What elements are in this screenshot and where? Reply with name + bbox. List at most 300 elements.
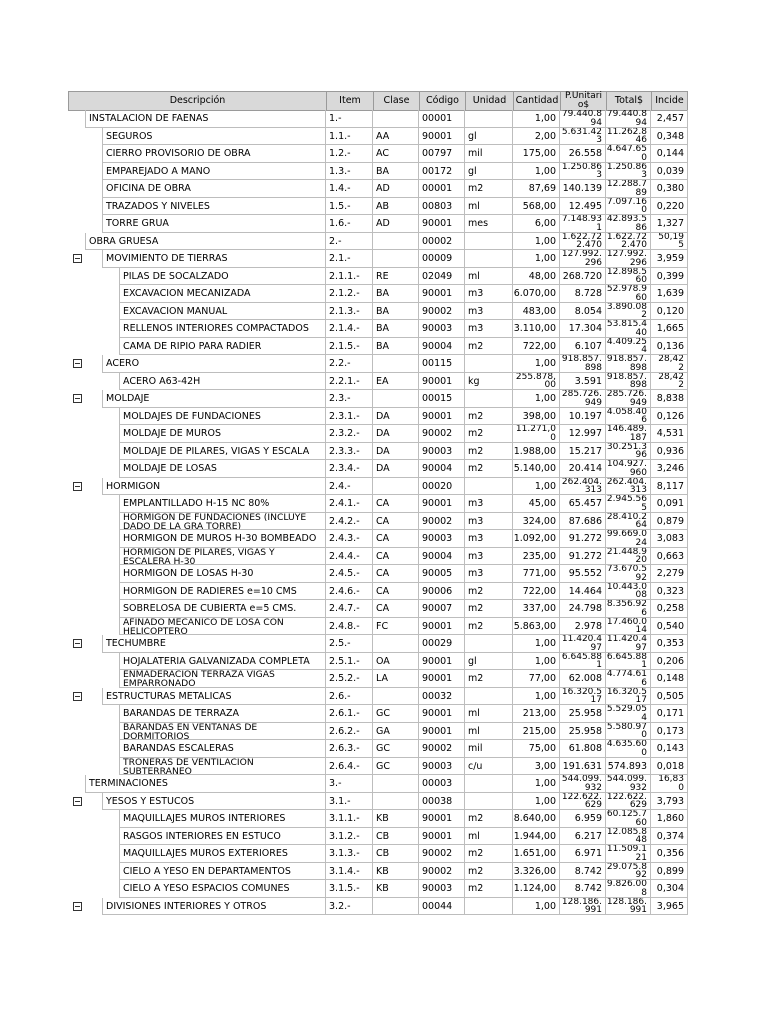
cell-total: 104.927. 960 xyxy=(606,460,651,478)
cell-unidad: kg xyxy=(465,373,513,391)
cell-item: 2.1.5.- xyxy=(326,338,373,356)
cell-descripcion: BARANDAS EN VENTANAS DE DORMITORIOS xyxy=(119,723,326,741)
cell-item: 3.1.- xyxy=(326,793,373,811)
table-row[interactable] xyxy=(0,583,768,601)
cell-codigo: 00803 xyxy=(419,198,465,216)
cell-descripcion: EXCAVACION MANUAL xyxy=(119,303,326,321)
cell-clase xyxy=(373,110,419,128)
table-row[interactable] xyxy=(0,758,768,776)
cell-incide: 0,936 xyxy=(651,443,688,461)
cell-clase: BA xyxy=(373,285,419,303)
table-row[interactable] xyxy=(0,845,768,863)
cell-item: 2.4.6.- xyxy=(326,583,373,601)
cell-codigo: 90003 xyxy=(419,320,465,338)
cell-punitario: 12.997 xyxy=(560,425,606,443)
cell-punitario: 6.645.88 1 xyxy=(560,653,606,671)
cell-cantidad: 1.651,00 xyxy=(513,845,560,863)
cell-unidad: m2 xyxy=(465,670,513,688)
cell-descripcion: BARANDAS DE TERRAZA xyxy=(119,705,326,723)
table-row[interactable] xyxy=(0,145,768,163)
cell-descripcion: CIELO A YESO EN DEPARTAMENTOS xyxy=(119,863,326,881)
cell-cantidad: 215,00 xyxy=(513,723,560,741)
table-row[interactable] xyxy=(0,320,768,338)
cell-clase: BA xyxy=(373,163,419,181)
cell-item: 2.4.2.- xyxy=(326,513,373,531)
cell-codigo: 90001 xyxy=(419,495,465,513)
cell-incide: 0,879 xyxy=(651,513,688,531)
cell-unidad: m2 xyxy=(465,810,513,828)
cell-incide: 0,399 xyxy=(651,268,688,286)
cell-cantidad: 1,00 xyxy=(513,355,560,373)
cell-unidad: m3 xyxy=(465,513,513,531)
table-row[interactable] xyxy=(0,740,768,758)
cell-descripcion: OFICINA DE OBRA xyxy=(102,180,326,198)
cell-clase: GC xyxy=(373,705,419,723)
cell-item: 3.1.1.- xyxy=(326,810,373,828)
cell-incide: 3,965 xyxy=(651,898,688,916)
cell-codigo: 00001 xyxy=(419,180,465,198)
table-row[interactable] xyxy=(0,653,768,671)
cell-descripcion: RASGOS INTERIORES EN ESTUCO xyxy=(119,828,326,846)
cell-descripcion: HORMIGON DE RADIERES e=10 CMS xyxy=(119,583,326,601)
cell-descripcion: CAMA DE RIPIO PARA RADIER xyxy=(119,338,326,356)
table-row[interactable] xyxy=(0,268,768,286)
cell-total: 5.529.05 4 xyxy=(606,705,651,723)
table-row[interactable] xyxy=(0,495,768,513)
cell-codigo: 90002 xyxy=(419,845,465,863)
cell-cantidad: 722,00 xyxy=(513,338,560,356)
table-row[interactable] xyxy=(0,688,768,706)
cell-cantidad: 6,00 xyxy=(513,215,560,233)
cell-total: 12.288.7 89 xyxy=(606,180,651,198)
cell-descripcion: MOLDAJE DE LOSAS xyxy=(119,460,326,478)
header-clase[interactable]: Clase xyxy=(374,92,420,110)
cell-punitario: 25.958 xyxy=(560,705,606,723)
cell-total: 29.075.8 92 xyxy=(606,863,651,881)
cell-codigo: 90001 xyxy=(419,723,465,741)
table-row[interactable] xyxy=(0,443,768,461)
table-row[interactable] xyxy=(0,128,768,146)
table-row[interactable] xyxy=(0,460,768,478)
cell-clase: CA xyxy=(373,565,419,583)
cell-codigo: 02049 xyxy=(419,268,465,286)
cell-total: 127.992. 296 xyxy=(606,250,651,268)
cell-cantidad: 722,00 xyxy=(513,583,560,601)
cell-total: 21.448.9 20 xyxy=(606,548,651,566)
cell-clase: FC xyxy=(373,618,419,636)
header-cantidad[interactable]: Cantidad xyxy=(514,92,561,110)
cell-incide: 0,091 xyxy=(651,495,688,513)
cell-descripcion: TECHUMBRE xyxy=(102,635,326,653)
cell-codigo: 90005 xyxy=(419,565,465,583)
cell-descripcion: PILAS DE SOCALZADO xyxy=(119,268,326,286)
collapse-toggle-icon[interactable] xyxy=(73,482,82,491)
cell-codigo: 90001 xyxy=(419,285,465,303)
cell-punitario: 25.958 xyxy=(560,723,606,741)
cell-codigo: 90003 xyxy=(419,443,465,461)
cell-total: 16.320.5 17 xyxy=(606,688,651,706)
table-row[interactable] xyxy=(0,373,768,391)
cell-codigo: 90001 xyxy=(419,408,465,426)
cell-punitario: 122.622. 629 xyxy=(560,793,606,811)
cell-codigo: 90003 xyxy=(419,880,465,898)
cell-cantidad: 3,00 xyxy=(513,758,560,776)
cell-total: 1.622.72 2.470 xyxy=(606,233,651,251)
cell-item: 2.4.8.- xyxy=(326,618,373,636)
cell-cantidad: 1,00 xyxy=(513,898,560,916)
cell-cantidad: 1,00 xyxy=(513,390,560,408)
cell-cantidad: 2,00 xyxy=(513,128,560,146)
cell-clase: OA xyxy=(373,653,419,671)
collapse-toggle-icon[interactable] xyxy=(73,639,82,648)
table-row[interactable] xyxy=(0,565,768,583)
table-row[interactable] xyxy=(0,530,768,548)
cell-cantidad: 87,69 xyxy=(513,180,560,198)
cell-codigo: 90001 xyxy=(419,828,465,846)
cell-clase: AD xyxy=(373,215,419,233)
table-row[interactable] xyxy=(0,425,768,443)
cell-punitario: 191.631 xyxy=(560,758,606,776)
cell-unidad: m3 xyxy=(465,565,513,583)
cell-unidad xyxy=(465,355,513,373)
cell-incide: 0,304 xyxy=(651,880,688,898)
cell-cantidad: 3.110,00 xyxy=(513,320,560,338)
cell-clase xyxy=(373,635,419,653)
cell-descripcion: BARANDAS ESCALERAS xyxy=(119,740,326,758)
header-codigo[interactable]: Código xyxy=(420,92,466,110)
cell-clase: GC xyxy=(373,758,419,776)
cell-unidad: m2 xyxy=(465,845,513,863)
cell-clase: GA xyxy=(373,723,419,741)
cell-codigo: 90004 xyxy=(419,548,465,566)
cell-item: 2.6.2.- xyxy=(326,723,373,741)
cell-cantidad: 77,00 xyxy=(513,670,560,688)
table-row[interactable] xyxy=(0,705,768,723)
cell-incide: 0,505 xyxy=(651,688,688,706)
cell-item: 3.2.- xyxy=(326,898,373,916)
cell-total: 1.250.86 3 xyxy=(606,163,651,181)
collapse-toggle-icon[interactable] xyxy=(73,359,82,368)
table-row[interactable] xyxy=(0,548,768,566)
cell-punitario: 65.457 xyxy=(560,495,606,513)
cell-descripcion: MOLDAJE DE PILARES, VIGAS Y ESCALA xyxy=(119,443,326,461)
cell-descripcion: EXCAVACION MECANIZADA xyxy=(119,285,326,303)
cell-unidad xyxy=(465,688,513,706)
cell-clase: DA xyxy=(373,425,419,443)
cell-incide: 0,171 xyxy=(651,705,688,723)
cell-item: 2.5.2.- xyxy=(326,670,373,688)
cell-total: 5.580.97 0 xyxy=(606,723,651,741)
cell-cantidad: 1.944,00 xyxy=(513,828,560,846)
cell-cantidad: 483,00 xyxy=(513,303,560,321)
cell-incide: 1,639 xyxy=(651,285,688,303)
table-row[interactable] xyxy=(0,775,768,793)
cell-incide: 0,380 xyxy=(651,180,688,198)
cell-incide: 3,959 xyxy=(651,250,688,268)
header-item[interactable]: Item xyxy=(327,92,374,110)
cell-incide: 0,348 xyxy=(651,128,688,146)
table-row[interactable] xyxy=(0,880,768,898)
cell-codigo: 90002 xyxy=(419,303,465,321)
table-row[interactable] xyxy=(0,793,768,811)
cell-total: 28.410.2 64 xyxy=(606,513,651,531)
cell-codigo: 90003 xyxy=(419,530,465,548)
cell-descripcion: ACERO A63-42H xyxy=(119,373,326,391)
cell-incide: 0,540 xyxy=(651,618,688,636)
table-row[interactable] xyxy=(0,670,768,688)
cell-incide: 3,246 xyxy=(651,460,688,478)
cell-cantidad: 1,00 xyxy=(513,478,560,496)
cell-cantidad: 175,00 xyxy=(513,145,560,163)
table-row[interactable] xyxy=(0,513,768,531)
cell-item: 1.1.- xyxy=(326,128,373,146)
cell-cantidad: 1.092,00 xyxy=(513,530,560,548)
cell-punitario: 91.272 xyxy=(560,548,606,566)
cell-codigo: 00172 xyxy=(419,163,465,181)
table-row[interactable] xyxy=(0,408,768,426)
collapse-toggle-icon[interactable] xyxy=(73,902,82,911)
cell-punitario: 79.440.8 94 xyxy=(560,110,606,128)
cell-punitario: 24.798 xyxy=(560,600,606,618)
cell-incide: 0,663 xyxy=(651,548,688,566)
cell-descripcion: TRAZADOS Y NIVELES xyxy=(102,198,326,216)
cell-total: 60.125.7 60 xyxy=(606,810,651,828)
cell-incide: 2,457 xyxy=(651,110,688,128)
table-row[interactable] xyxy=(0,618,768,636)
cell-incide: 0,143 xyxy=(651,740,688,758)
header-total[interactable]: Total$ xyxy=(607,92,652,110)
cell-codigo: 90001 xyxy=(419,128,465,146)
header-punitario[interactable]: P.Unitari o$ xyxy=(561,92,607,110)
cell-total: 4.409.25 4 xyxy=(606,338,651,356)
cell-item: 1.3.- xyxy=(326,163,373,181)
cell-unidad: ml xyxy=(465,723,513,741)
cell-punitario: 5.631.42 3 xyxy=(560,128,606,146)
cell-punitario: 20.414 xyxy=(560,460,606,478)
cell-codigo: 90002 xyxy=(419,513,465,531)
cell-codigo: 00797 xyxy=(419,145,465,163)
cell-codigo: 90006 xyxy=(419,583,465,601)
cell-incide: 0,018 xyxy=(651,758,688,776)
table-row[interactable] xyxy=(0,180,768,198)
table-row[interactable] xyxy=(0,163,768,181)
cell-descripcion: ENMADERACION TERRAZA VIGAS EMPARRONADO xyxy=(119,670,326,688)
cell-item: 3.1.2.- xyxy=(326,828,373,846)
cell-item: 2.4.4.- xyxy=(326,548,373,566)
cell-unidad: m3 xyxy=(465,320,513,338)
cell-cantidad: 337,00 xyxy=(513,600,560,618)
cell-item: 2.4.5.- xyxy=(326,565,373,583)
cell-punitario: 127.992. 296 xyxy=(560,250,606,268)
cell-item: 2.3.- xyxy=(326,390,373,408)
cell-punitario: 1.622.72 2.470 xyxy=(560,233,606,251)
cell-codigo: 90007 xyxy=(419,600,465,618)
cell-codigo: 90001 xyxy=(419,653,465,671)
cell-cantidad: 1,00 xyxy=(513,635,560,653)
cell-clase xyxy=(373,793,419,811)
cell-cantidad: 1,00 xyxy=(513,793,560,811)
cell-descripcion: INSTALACION DE FAENAS xyxy=(85,110,326,128)
cell-unidad xyxy=(465,390,513,408)
cell-descripcion: RELLENOS INTERIORES COMPACTADOS xyxy=(119,320,326,338)
cell-punitario: 12.495 xyxy=(560,198,606,216)
cell-codigo: 00001 xyxy=(419,110,465,128)
cell-incide: 0,353 xyxy=(651,635,688,653)
cell-descripcion: TORRE GRUA xyxy=(102,215,326,233)
cell-clase: KB xyxy=(373,810,419,828)
cell-total: 2.945.56 5 xyxy=(606,495,651,513)
cell-codigo: 90001 xyxy=(419,810,465,828)
table-row[interactable] xyxy=(0,478,768,496)
cell-incide: 1,860 xyxy=(651,810,688,828)
cell-incide: 0,258 xyxy=(651,600,688,618)
cell-unidad: m3 xyxy=(465,530,513,548)
cell-punitario: 918.857. 898 xyxy=(560,355,606,373)
cell-clase: BA xyxy=(373,320,419,338)
table-row[interactable] xyxy=(0,390,768,408)
cell-unidad: m2 xyxy=(465,618,513,636)
cell-clase: RE xyxy=(373,268,419,286)
table-row[interactable] xyxy=(0,285,768,303)
cell-item: 3.1.5.- xyxy=(326,880,373,898)
cell-cantidad: 324,00 xyxy=(513,513,560,531)
cell-descripcion: HOJALATERIA GALVANIZADA COMPLETA xyxy=(119,653,326,671)
cell-unidad: ml xyxy=(465,705,513,723)
cell-incide: 0,356 xyxy=(651,845,688,863)
collapse-toggle-icon[interactable] xyxy=(73,254,82,263)
cell-clase: DA xyxy=(373,460,419,478)
cell-item: 1.2.- xyxy=(326,145,373,163)
cell-clase: CB xyxy=(373,845,419,863)
collapse-toggle-icon[interactable] xyxy=(73,394,82,403)
cell-unidad: c/u xyxy=(465,758,513,776)
cell-descripcion: EMPAREJADO A MANO xyxy=(102,163,326,181)
cell-punitario: 16.320.5 17 xyxy=(560,688,606,706)
cell-total: 4.058.40 6 xyxy=(606,408,651,426)
cell-item: 2.- xyxy=(326,233,373,251)
cell-descripcion: ACERO xyxy=(102,355,326,373)
cell-item: 1.5.- xyxy=(326,198,373,216)
table-row[interactable] xyxy=(0,215,768,233)
cell-descripcion: EMPLANTILLADO H-15 NC 80% xyxy=(119,495,326,513)
table-row[interactable] xyxy=(0,898,768,916)
cell-clase: AB xyxy=(373,198,419,216)
cell-incide: 0,173 xyxy=(651,723,688,741)
cell-incide: 28,42 2 xyxy=(651,373,688,391)
cell-punitario: 140.139 xyxy=(560,180,606,198)
cell-punitario: 262.404. 313 xyxy=(560,478,606,496)
header-descripcion[interactable]: Descripción xyxy=(69,92,327,110)
cell-total: 6.645.88 1 xyxy=(606,653,651,671)
cell-descripcion: HORMIGON DE LOSAS H-30 xyxy=(119,565,326,583)
cell-clase: GC xyxy=(373,740,419,758)
cell-item: 2.6.3.- xyxy=(326,740,373,758)
table-row[interactable] xyxy=(0,233,768,251)
table-row[interactable] xyxy=(0,110,768,128)
header-incide[interactable]: Incide xyxy=(655,95,684,106)
cell-codigo: 90001 xyxy=(419,373,465,391)
cell-item: 2.3.4.- xyxy=(326,460,373,478)
table-row[interactable] xyxy=(0,723,768,741)
cell-incide: 8,117 xyxy=(651,478,688,496)
cell-cantidad: 213,00 xyxy=(513,705,560,723)
cell-total: 52.978.9 60 xyxy=(606,285,651,303)
cell-cantidad: 1,00 xyxy=(513,775,560,793)
cell-total: 79.440.8 94 xyxy=(606,110,651,128)
cell-clase: CA xyxy=(373,495,419,513)
cell-codigo: 90002 xyxy=(419,740,465,758)
cell-unidad: m2 xyxy=(465,425,513,443)
collapse-toggle-icon[interactable] xyxy=(73,797,82,806)
cell-incide: 0,220 xyxy=(651,198,688,216)
cell-clase: CA xyxy=(373,600,419,618)
table-header xyxy=(68,91,688,111)
cell-codigo: 00020 xyxy=(419,478,465,496)
table-row[interactable] xyxy=(0,635,768,653)
cell-descripcion: MAQUILLAJES MUROS INTERIORES xyxy=(119,810,326,828)
cell-descripcion: MOLDAJE xyxy=(102,390,326,408)
cell-descripcion: MOLDAJES DE FUNDACIONES xyxy=(119,408,326,426)
cell-codigo: 90003 xyxy=(419,758,465,776)
cell-item: 2.2.1.- xyxy=(326,373,373,391)
cell-codigo: 00032 xyxy=(419,688,465,706)
table-row[interactable] xyxy=(0,338,768,356)
table-row[interactable] xyxy=(0,828,768,846)
cell-punitario: 285.726. 949 xyxy=(560,390,606,408)
cell-punitario: 3.591 xyxy=(560,373,606,391)
cell-clase xyxy=(373,390,419,408)
cell-item: 2.1.4.- xyxy=(326,320,373,338)
cell-item: 2.6.- xyxy=(326,688,373,706)
cell-codigo: 90001 xyxy=(419,215,465,233)
header-unidad[interactable]: Unidad xyxy=(466,92,514,110)
table-row[interactable] xyxy=(0,863,768,881)
cell-incide: 0,039 xyxy=(651,163,688,181)
cell-total: 30.251.3 96 xyxy=(606,443,651,461)
cell-cantidad: 75,00 xyxy=(513,740,560,758)
cell-cantidad: 255.878, 00 xyxy=(513,373,560,391)
cell-clase: AD xyxy=(373,180,419,198)
cell-clase: DA xyxy=(373,443,419,461)
table-row[interactable] xyxy=(0,600,768,618)
cell-punitario: 6.217 xyxy=(560,828,606,846)
cell-punitario: 8.728 xyxy=(560,285,606,303)
cell-item: 2.3.1.- xyxy=(326,408,373,426)
cell-descripcion: HORMIGON DE FUNDACIONES (INCLUYE DADO DE LA GRA TORRE) xyxy=(119,513,326,531)
cell-descripcion: HORMIGON DE MUROS H-30 BOMBEADO xyxy=(119,530,326,548)
cell-incide: 0,120 xyxy=(651,303,688,321)
cell-clase xyxy=(373,250,419,268)
cell-cantidad: 8.640,00 xyxy=(513,810,560,828)
cell-incide: 3,793 xyxy=(651,793,688,811)
table-row[interactable] xyxy=(0,198,768,216)
cell-unidad: gl xyxy=(465,653,513,671)
cell-unidad: gl xyxy=(465,128,513,146)
collapse-toggle-icon[interactable] xyxy=(73,692,82,701)
table-row[interactable] xyxy=(0,810,768,828)
cell-unidad: m2 xyxy=(465,880,513,898)
cell-descripcion: ESTRUCTURAS METALICAS xyxy=(102,688,326,706)
cell-incide: 0,136 xyxy=(651,338,688,356)
cell-clase xyxy=(373,355,419,373)
cell-unidad xyxy=(465,898,513,916)
table-row[interactable] xyxy=(0,355,768,373)
cell-incide: 8,838 xyxy=(651,390,688,408)
table-row[interactable] xyxy=(0,250,768,268)
table-row[interactable] xyxy=(0,303,768,321)
cell-unidad: m3 xyxy=(465,495,513,513)
cell-codigo: 00044 xyxy=(419,898,465,916)
